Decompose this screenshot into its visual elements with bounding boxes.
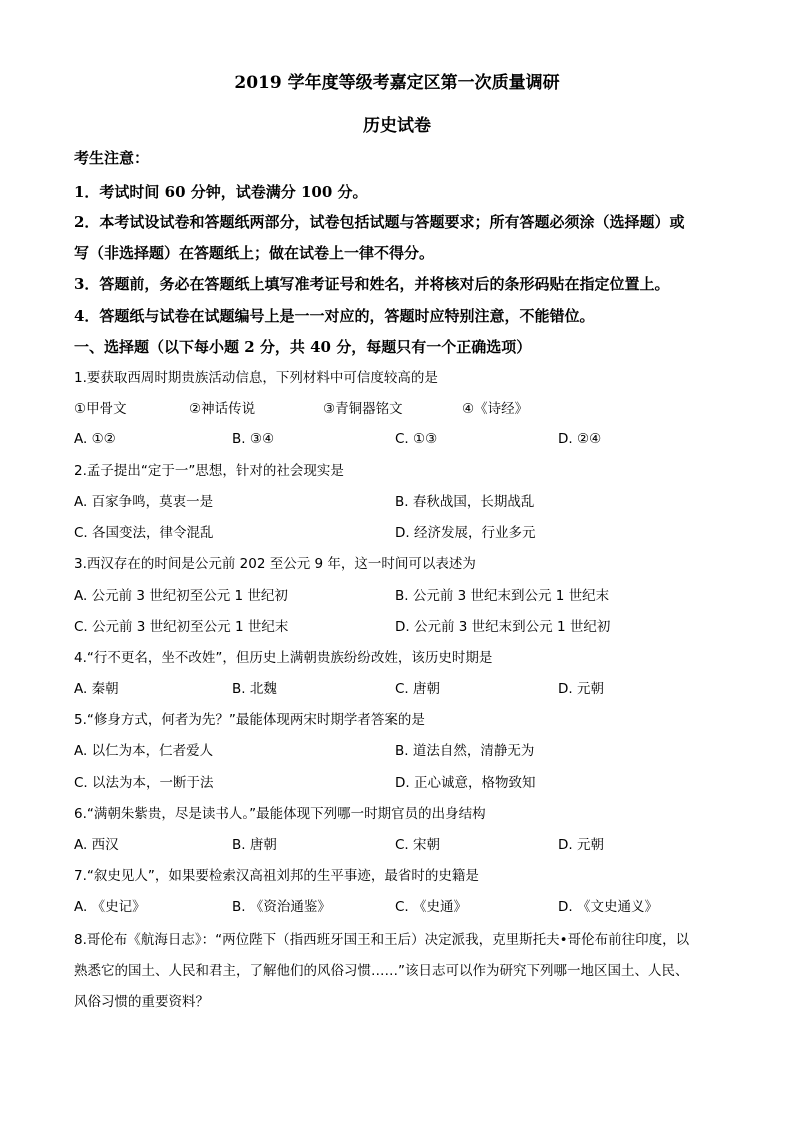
question-1-option-d: D. ②④ — [558, 431, 602, 447]
question-6-option-d: D. 元朝 — [558, 837, 604, 853]
question-7-option-a: A. 《史记》 — [74, 899, 146, 915]
question-7-stem: 7.“叙史见人”，如果要检索汉高祖刘邦的生平事迹，最省时的史籍是 — [74, 868, 479, 884]
question-1-material-2: ②神话传说 — [189, 401, 256, 417]
question-5-option-b: B. 道法自然，清静无为 — [395, 743, 535, 759]
question-6-option-b: B. 唐朝 — [232, 837, 277, 853]
question-4-stem: 4.“行不更名，坐不改姓”，但历史上满朝贵族纷纷改姓，该历史时期是 — [74, 650, 493, 666]
question-1-option-a: A. ①② — [74, 431, 116, 447]
notice-heading: 考生注意： — [74, 149, 150, 167]
question-7-option-d: D. 《文史通义》 — [558, 899, 658, 915]
notice-item-2-line-2: 写（非选择题）在答题纸上；做在试卷上一律不得分。 — [74, 244, 435, 262]
question-4-option-d: D. 元朝 — [558, 681, 604, 697]
notice-item-2-line-1: 2．本考试设试卷和答题纸两部分，试卷包括试题与答题要求；所有答题必须涂（选择题）或 — [74, 213, 685, 231]
question-3-stem: 3.西汉存在的时间是公元前 202 至公元 9 年，这一时间可以表述为 — [74, 556, 476, 572]
question-1-option-b: B. ③④ — [232, 431, 275, 447]
question-3-option-b: B. 公元前 3 世纪末到公元 1 世纪末 — [395, 588, 610, 604]
question-8-stem-line-2: 熟悉它的国土、人民和君主，了解他们的风俗习惯……”该日志可以作为研究下列哪一地区国土、人民、 — [74, 963, 689, 979]
question-2-option-a: A. 百家争鸣，莫衷一是 — [74, 494, 214, 510]
section-1-title: 一、选择题（以下每小题 2 分，共 40 分，每题只有一个正确选项） — [74, 338, 532, 356]
question-6-stem: 6.“满朝朱紫贵，尽是读书人。”最能体现下列哪一时期官员的出身结构 — [74, 806, 486, 822]
question-4-option-b: B. 北魏 — [232, 681, 277, 697]
question-2-option-d: D. 经济发展，行业多元 — [395, 525, 536, 541]
question-5-option-d: D. 正心诚意，格物致知 — [395, 775, 536, 791]
question-5-stem: 5.“修身方式，何者为先？”最能体现两宋时期学者答案的是 — [74, 712, 425, 728]
notice-item-1: 1．考试时间 60 分钟，试卷满分 100 分。 — [74, 183, 368, 201]
question-4-option-c: C. 唐朝 — [395, 681, 441, 697]
question-5-option-c: C. 以法为本，一断于法 — [74, 775, 214, 791]
question-1-material-4: ④《诗经》 — [462, 401, 529, 417]
question-8-stem-line-3: 风俗习惯的重要资料？ — [74, 994, 209, 1010]
question-7-option-b: B. 《资治通鉴》 — [232, 899, 331, 915]
question-2-stem: 2.孟子提出“定于一”思想，针对的社会现实是 — [74, 463, 344, 479]
notice-item-3: 3．答题前，务必在答题纸上填写准考证号和姓名，并将核对后的条形码贴在指定位置上。 — [74, 275, 670, 293]
question-1-material-1: ①甲骨文 — [74, 401, 127, 417]
notice-item-4: 4．答题纸与试卷在试题编号上是一一对应的，答题时应特别注意，不能错位。 — [74, 307, 595, 325]
question-7-option-c: C. 《史通》 — [395, 899, 468, 915]
question-1-stem: 1.要获取西周时期贵族活动信息，下列材料中可信度较高的是 — [74, 370, 438, 386]
question-6-option-a: A. 西汉 — [74, 837, 119, 853]
question-2-option-c: C. 各国变法，律令混乱 — [74, 525, 214, 541]
exam-subtitle: 历史试卷 — [363, 116, 431, 136]
question-3-option-c: C. 公元前 3 世纪初至公元 1 世纪末 — [74, 619, 289, 635]
exam-title: 2019 学年度等级考嘉定区第一次质量调研 — [234, 73, 560, 93]
question-8-stem-line-1: 8.哥伦布《航海日志》：“两位陛下（指西班牙国王和王后）决定派我，克里斯托夫•哥伦布前往印度，以 — [74, 932, 690, 948]
question-1-material-3: ③青铜器铭文 — [323, 401, 403, 417]
question-2-option-b: B. 春秋战国，长期战乱 — [395, 494, 535, 510]
question-1-option-c: C. ①③ — [395, 431, 438, 447]
question-6-option-c: C. 宋朝 — [395, 837, 441, 853]
question-5-option-a: A. 以仁为本，仁者爱人 — [74, 743, 214, 759]
question-3-option-d: D. 公元前 3 世纪末到公元 1 世纪初 — [395, 619, 611, 635]
question-3-option-a: A. 公元前 3 世纪初至公元 1 世纪初 — [74, 588, 288, 604]
question-4-option-a: A. 秦朝 — [74, 681, 119, 697]
